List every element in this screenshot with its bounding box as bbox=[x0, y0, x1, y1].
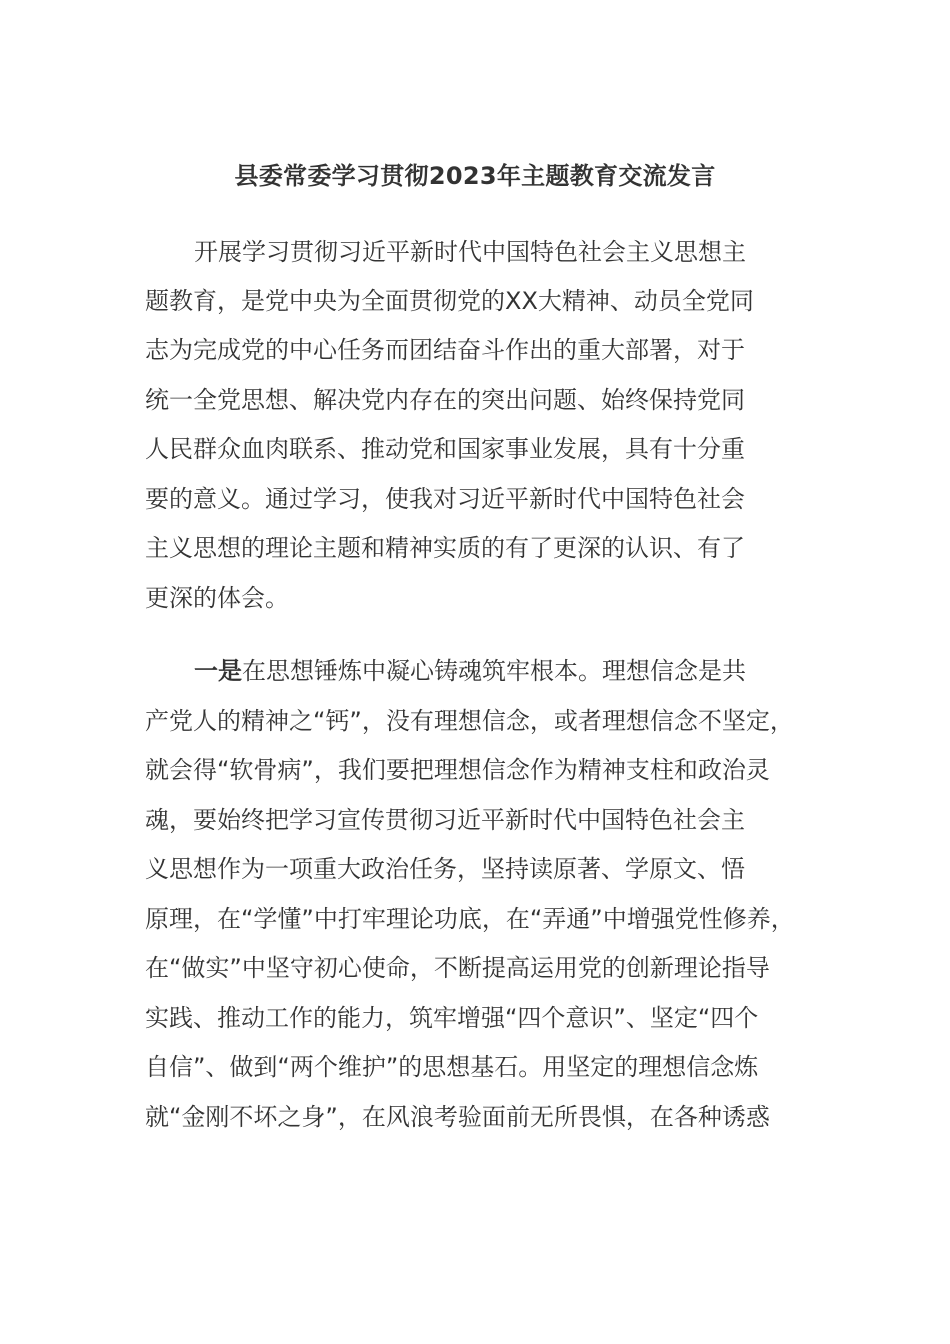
paragraph-1-line-6: 要的意义。通过学习，使我对习近平新时代中国特色社会 bbox=[145, 485, 745, 513]
paragraph-2-line-1 bbox=[194, 651, 894, 691]
paragraph-2-line-7: 在“做实”中坚守初心使命，不断提高运用党的创新理论指导 bbox=[145, 954, 770, 982]
paragraph-2-line-2: 产党人的精神之“钙”，没有理想信念，或者理想信念不坚定， bbox=[145, 707, 794, 735]
paragraph-2-lead: 一是 bbox=[194, 657, 242, 685]
document-title: 县委常委学习贯彻2023年主题教育交流发言 bbox=[234, 162, 716, 190]
paragraph-1-line-1: 开展学习贯彻习近平新时代中国特色社会主义思想主 bbox=[194, 238, 746, 266]
paragraph-1-line-8: 更深的体会。 bbox=[145, 584, 289, 612]
paragraph-2-line-8: 实践、推动工作的能力，筑牢增强“四个意识”、坚定“四个 bbox=[145, 1004, 759, 1032]
paragraph-2-line-3: 就会得“软骨病”，我们要把理想信念作为精神支柱和政治灵 bbox=[145, 756, 770, 784]
paragraph-2-line-6: 原理，在“学懂”中打牢理论功底，在“弄通”中增强党性修养， bbox=[145, 905, 795, 933]
paragraph-2-line-10: 就“金刚不坏之身”，在风浪考验面前无所畏惧，在各种诱惑 bbox=[145, 1103, 770, 1131]
paragraph-2-first-line-text: 在思想锤炼中凝心铸魂筑牢根本。理想信念是共 bbox=[242, 657, 746, 685]
paragraph-1-line-7: 主义思想的理论主题和精神实质的有了更深的认识、有了 bbox=[145, 534, 745, 562]
paragraph-2-line-5: 义思想作为一项重大政治任务，坚持读原著、学原文、悟 bbox=[145, 855, 745, 883]
paragraph-1-line-2: 题教育，是党中央为全面贯彻党的XX大精神、动员全党同 bbox=[145, 287, 754, 315]
paragraph-2-line-4: 魂，要始终把学习宣传贯彻习近平新时代中国特色社会主 bbox=[145, 806, 745, 834]
paragraph-1-line-4: 统一全党思想、解决党内存在的突出问题、始终保持党同 bbox=[145, 386, 745, 414]
paragraph-1-line-5: 人民群众血肉联系、推动党和国家事业发展，具有十分重 bbox=[145, 435, 745, 463]
paragraph-1-line-3: 志为完成党的中心任务而团结奋斗作出的重大部署，对于 bbox=[145, 336, 745, 364]
paragraph-2-line-9: 自信”、做到“两个维护”的思想基石。用坚定的理想信念炼 bbox=[145, 1053, 759, 1081]
